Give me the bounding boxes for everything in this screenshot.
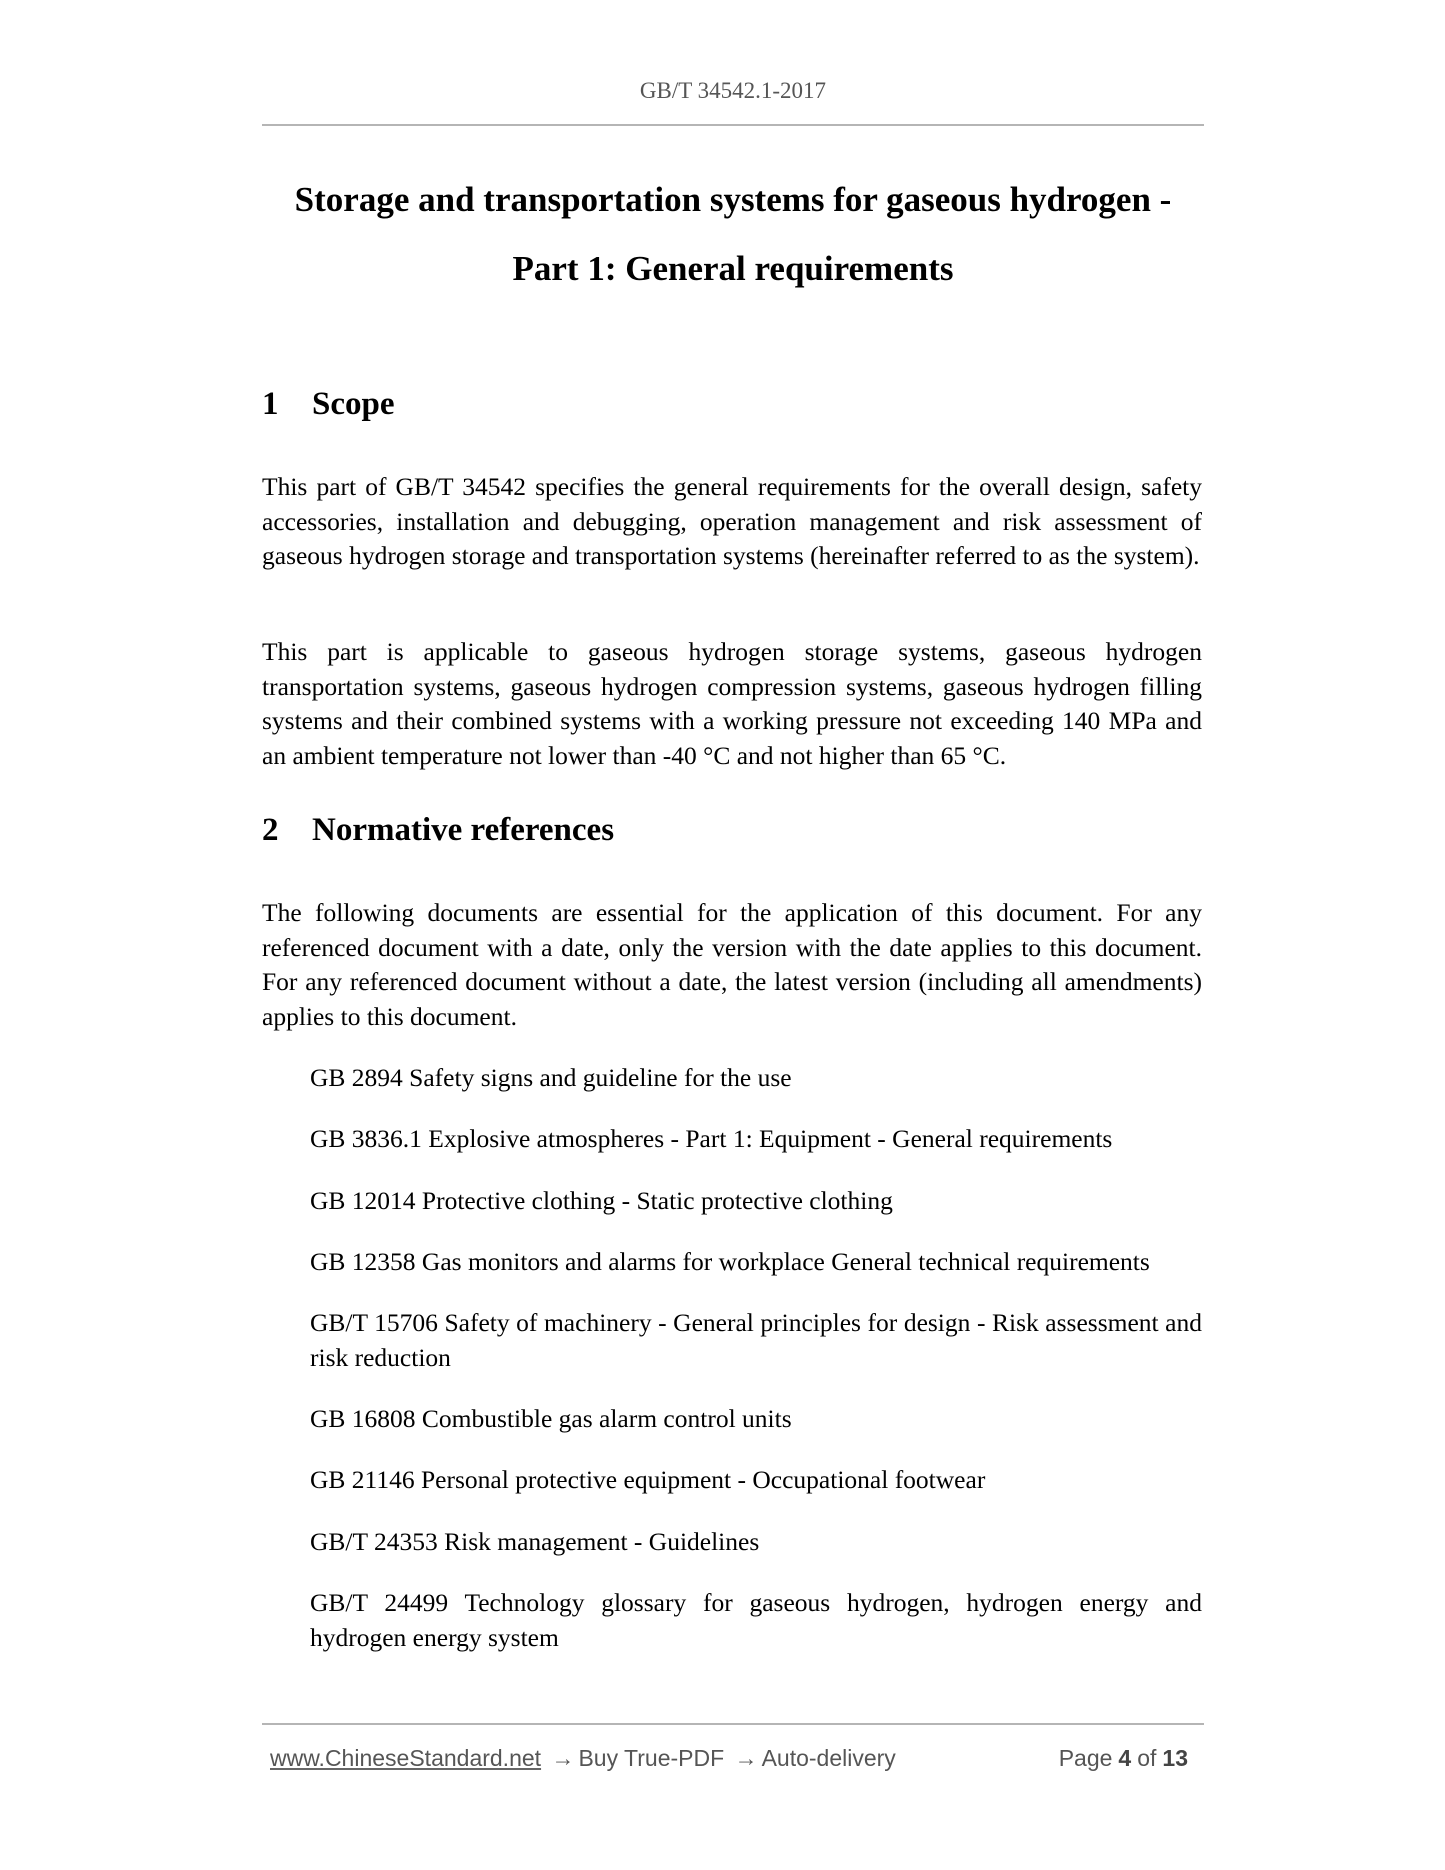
reference-item: GB 3836.1 Explosive atmospheres - Part 1: Equipment - General requirements [310,1124,1113,1154]
reference-item: GB 21146 Personal protective equipment - Occupational footwear [310,1465,986,1495]
page-number [1059,1745,1194,1772]
reference-item: GB/T 24353 Risk management - Guidelines [310,1526,760,1556]
page-footer [270,1745,1194,1775]
section-number: 1 [262,386,279,422]
header-divider [262,124,1204,126]
page-of: of [1137,1745,1157,1771]
reference-item: GB 16808 Combustible gas alarm control units [310,1404,792,1434]
page-total: 13 [1162,1745,1188,1771]
footer-step-delivery: Auto-delivery [761,1745,896,1771]
arrow-right-icon: → [551,1745,575,1771]
reference-item: GB/T 24499 Technology glossary for gaseous hydrogen, hydrogen energy and hydrogen energy system [310,1588,1202,1652]
arrow-right-icon: → [734,1745,758,1771]
reference-list [310,1061,1202,1682]
scope-paragraph-1: This part of GB/T 34542 specifies the general requirements for the overall design, safety accessories, installation and debugging, operation management and risk assessment of gaseous hydrogen storage and transportation systems (hereinafter referred to as the system). [262,472,1202,571]
footer-promo [270,1745,896,1772]
reference-item: GB/T 15706 Safety of machinery - General principles for design - Risk assessment and risk reduction [310,1308,1202,1372]
document-title-line-1: Storage and transportation systems for gaseous hydrogen - [294,180,1172,219]
footer-step-buy: Buy True-PDF [578,1745,725,1771]
running-header: GB/T 34542.1-2017 [639,78,827,103]
footer-divider [262,1723,1204,1725]
section-title: Scope [312,386,395,422]
section-heading-scope [262,386,395,423]
website-link[interactable]: www.ChineseStandard.net [270,1745,542,1771]
section-heading-normative-references [262,812,614,849]
scope-paragraph-2: This part is applicable to gaseous hydrogen storage systems, gaseous hydrogen transportation systems, gaseous hydrogen compression systems, gaseous hydrogen filling systems and their combined systems with a working pressure not exceeding 140 MPa and an ambient temperature not lower than -40 °C and not higher than 65 °C. [262,637,1202,771]
normative-references-intro: The following documents are essential for the application of this document. For any referenced document with a date, only the version with the date applies to this document. For any referenced document without a date, the latest version (including all amendments) applies to this document. [262,898,1202,1032]
page-current: 4 [1118,1745,1132,1771]
document-title-line-2: Part 1: General requirements [512,249,954,288]
reference-item: GB 12014 Protective clothing - Static protective clothing [310,1185,893,1215]
page-label: Page [1058,1745,1113,1771]
reference-item: GB 12358 Gas monitors and alarms for workplace General technical requirements [310,1246,1150,1276]
reference-item: GB 2894 Safety signs and guideline for the use [310,1063,792,1092]
section-number: 2 [262,812,279,848]
section-title: Normative references [312,812,615,848]
